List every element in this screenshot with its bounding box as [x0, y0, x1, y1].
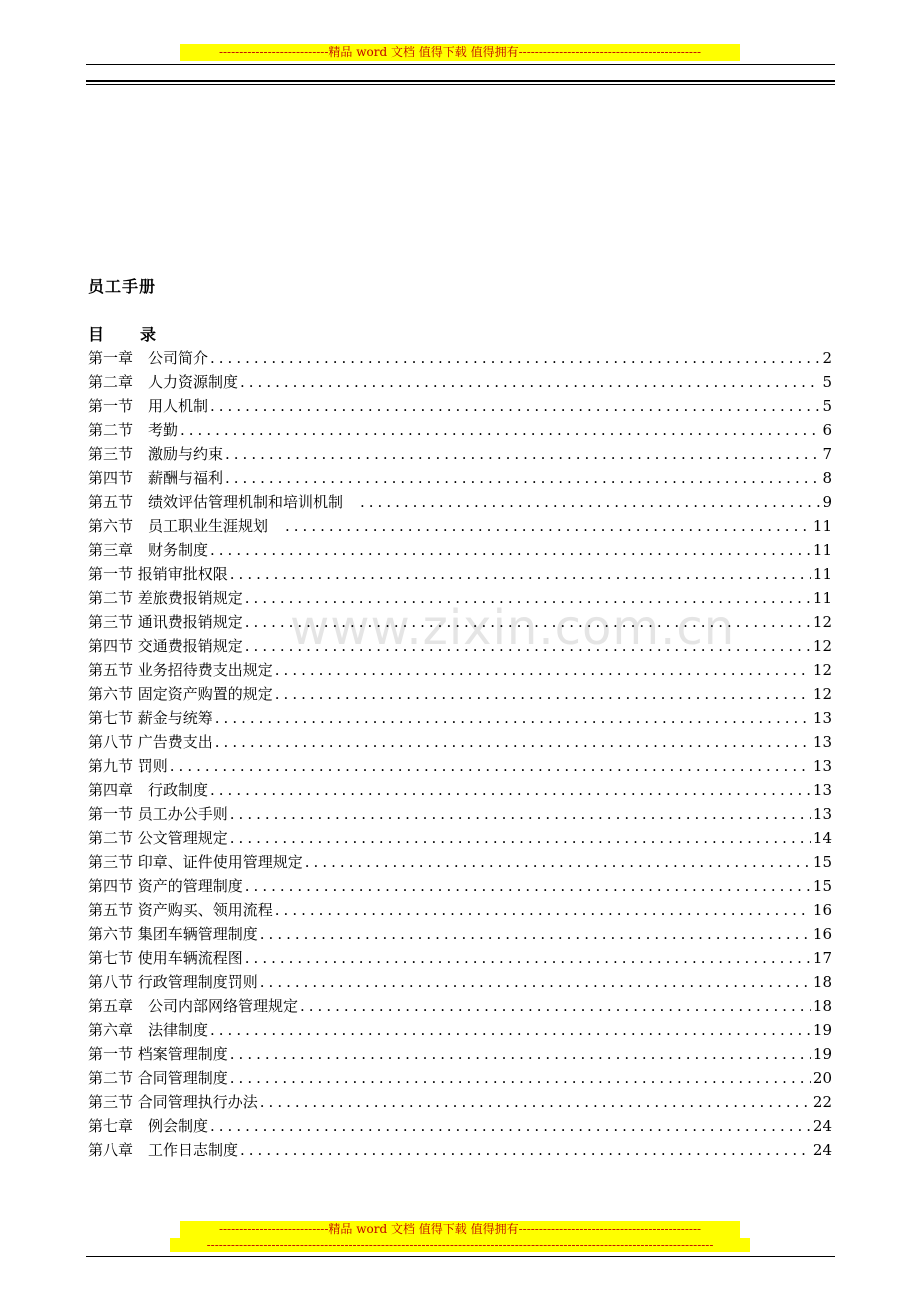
toc-entry-page: 13	[812, 805, 832, 823]
toc-heading-char-1: 目	[88, 325, 105, 344]
toc-entry[interactable]	[88, 754, 832, 778]
toc-entry-page: 5	[822, 397, 832, 415]
toc-entry[interactable]	[88, 418, 832, 442]
toc-entry[interactable]	[88, 490, 832, 514]
toc-entry[interactable]	[88, 658, 832, 682]
toc-leader-dots	[275, 898, 811, 922]
toc-leader-dots	[260, 922, 811, 946]
toc-entry-page: 16	[812, 925, 832, 943]
toc-entry[interactable]	[88, 922, 832, 946]
toc-leader-dots	[260, 970, 811, 994]
toc-entry-label: 第六节 员工职业生涯规划	[88, 517, 284, 535]
toc-entry-label: 第三节 通讯费报销规定	[88, 613, 243, 631]
toc-entry-page: 17	[812, 949, 832, 967]
toc-entry-page: 13	[812, 781, 832, 799]
header-rule	[86, 64, 835, 65]
toc-entry[interactable]	[88, 994, 832, 1018]
toc-entry-page: 2	[822, 349, 832, 367]
toc-entry-label: 第六节 集团车辆管理制度	[88, 925, 258, 943]
toc-entry-page: 16	[812, 901, 832, 919]
toc-entry-page: 9	[822, 493, 832, 511]
header-banner: ---------------------------精品 word 文档 值得下载 值得拥有---------------------------------------------	[180, 44, 740, 61]
toc-entry-page: 14	[812, 829, 832, 847]
toc-leader-dots	[210, 394, 820, 418]
toc-leader-dots	[230, 1066, 811, 1090]
table-of-contents	[88, 346, 832, 1162]
toc-entry-page: 12	[812, 661, 832, 679]
toc-entry-label: 第一节 员工办公手则	[88, 805, 228, 823]
toc-entry-page: 12	[812, 685, 832, 703]
toc-leader-dots	[180, 418, 820, 442]
toc-entry-page: 8	[822, 469, 832, 487]
toc-heading	[88, 322, 192, 345]
toc-leader-dots	[275, 682, 811, 706]
toc-leader-dots	[245, 874, 811, 898]
toc-entry-label: 第八节 行政管理制度罚则	[88, 973, 258, 991]
toc-leader-dots	[230, 1042, 811, 1066]
toc-leader-dots	[260, 1090, 811, 1114]
toc-entry-label: 第八节 广告费支出	[88, 733, 213, 751]
toc-entry-page: 18	[812, 973, 832, 991]
toc-entry-label: 第二节 合同管理制度	[88, 1069, 228, 1087]
toc-entry-label: 第二节 公文管理规定	[88, 829, 228, 847]
toc-entry[interactable]	[88, 850, 832, 874]
toc-leader-dots	[230, 562, 811, 586]
toc-entry-label: 第一节 档案管理制度	[88, 1045, 228, 1063]
toc-entry-label: 第二节 考勤	[88, 421, 179, 439]
toc-leader-dots	[240, 1138, 811, 1162]
toc-entry-page: 7	[822, 445, 832, 463]
toc-entry-page: 13	[812, 709, 832, 727]
toc-entry-label: 第四节 薪酬与福利	[88, 469, 224, 487]
toc-entry-page: 12	[812, 613, 832, 631]
toc-leader-dots	[230, 826, 811, 850]
toc-leader-dots	[225, 442, 820, 466]
footer-banner: ---------------------------精品 word 文档 值得下载 值得拥有---------------------------------------------	[180, 1221, 740, 1238]
toc-entry[interactable]	[88, 586, 832, 610]
toc-leader-dots	[230, 802, 811, 826]
toc-entry[interactable]	[88, 1138, 832, 1162]
toc-entry-label: 第二节 差旅费报销规定	[88, 589, 243, 607]
toc-entry-label: 第七节 使用车辆流程图	[88, 949, 243, 967]
toc-entry-page: 12	[812, 637, 832, 655]
toc-entry-page: 18	[812, 997, 832, 1015]
toc-entry[interactable]	[88, 562, 832, 586]
toc-entry[interactable]	[88, 442, 832, 466]
toc-entry-page: 11	[812, 565, 832, 583]
toc-leader-dots	[285, 514, 811, 538]
toc-entry-page: 6	[822, 421, 832, 439]
document-title: 员工手册	[88, 277, 157, 296]
toc-entry[interactable]	[88, 826, 832, 850]
toc-entry[interactable]	[88, 898, 832, 922]
toc-entry-label: 第五节 绩效评估管理机制和培训机制	[88, 493, 359, 511]
toc-entry[interactable]	[88, 394, 832, 418]
toc-entry-label: 第一节 用人机制	[88, 397, 209, 415]
toc-leader-dots	[245, 946, 811, 970]
toc-entry-label: 第三节 印章、证件使用管理规定	[88, 853, 303, 871]
header-rule-thin	[86, 84, 835, 85]
toc-entry-page: 15	[812, 877, 832, 895]
toc-entry-page: 24	[812, 1117, 832, 1135]
footer-rule	[86, 1256, 835, 1257]
header-rule-thick	[86, 80, 835, 82]
toc-leader-dots	[210, 538, 811, 562]
toc-entry[interactable]	[88, 1042, 832, 1066]
toc-leader-dots	[240, 370, 820, 394]
toc-leader-dots	[300, 994, 811, 1018]
toc-entry[interactable]	[88, 1090, 832, 1114]
toc-entry[interactable]	[88, 1114, 832, 1138]
toc-entry-label: 第七节 薪金与统筹	[88, 709, 213, 727]
toc-entry[interactable]	[88, 874, 832, 898]
toc-leader-dots	[245, 586, 811, 610]
toc-entry[interactable]	[88, 538, 832, 562]
toc-leader-dots	[275, 658, 811, 682]
toc-entry-label: 第一节 报销审批权限	[88, 565, 228, 583]
toc-entry-label: 第八章 工作日志制度	[88, 1141, 239, 1159]
toc-entry-label: 第四章 行政制度	[88, 781, 209, 799]
toc-entry[interactable]	[88, 370, 832, 394]
toc-leader-dots	[210, 1114, 811, 1138]
toc-entry-label: 第七章 例会制度	[88, 1117, 209, 1135]
toc-entry-label: 第三节 合同管理执行办法	[88, 1093, 258, 1111]
toc-leader-dots	[245, 610, 811, 634]
toc-entry-page: 13	[812, 757, 832, 775]
watermark: www.zixin.com.cn	[290, 600, 736, 656]
toc-entry[interactable]	[88, 778, 832, 802]
toc-entry-label: 第四节 交通费报销规定	[88, 637, 243, 655]
toc-entry-page: 24	[812, 1141, 832, 1159]
toc-entry-label: 第一章 公司简介	[88, 349, 209, 367]
toc-leader-dots	[210, 778, 811, 802]
toc-entry-page: 15	[812, 853, 832, 871]
toc-entry-label: 第五节 资产购买、领用流程	[88, 901, 273, 919]
toc-leader-dots	[170, 754, 811, 778]
toc-entry-page: 11	[812, 589, 832, 607]
toc-leader-dots	[210, 1018, 811, 1042]
toc-entry-label: 第九节 罚则	[88, 757, 168, 775]
toc-entry-label: 第四节 资产的管理制度	[88, 877, 243, 895]
toc-entry-page: 11	[812, 517, 832, 535]
toc-entry-page: 13	[812, 733, 832, 751]
toc-leader-dots	[305, 850, 811, 874]
toc-entry-page: 5	[822, 373, 832, 391]
toc-heading-char-2: 录	[140, 325, 157, 344]
toc-entry-page: 19	[812, 1021, 832, 1039]
toc-entry-label: 第三节 激励与约束	[88, 445, 224, 463]
toc-entry[interactable]	[88, 802, 832, 826]
toc-entry-page: 22	[812, 1093, 832, 1111]
toc-entry[interactable]	[88, 634, 832, 658]
toc-entry-label: 第三章 财务制度	[88, 541, 209, 559]
toc-entry[interactable]	[88, 466, 832, 490]
toc-entry[interactable]	[88, 514, 832, 538]
toc-entry[interactable]	[88, 1018, 832, 1042]
toc-entry[interactable]	[88, 706, 832, 730]
toc-entry[interactable]	[88, 946, 832, 970]
toc-entry[interactable]	[88, 1066, 832, 1090]
toc-entry[interactable]	[88, 346, 832, 370]
toc-entry-page: 11	[812, 541, 832, 559]
toc-leader-dots	[215, 706, 811, 730]
toc-entry-label: 第二章 人力资源制度	[88, 373, 239, 391]
toc-entry-label: 第五节 业务招待费支出规定	[88, 661, 273, 679]
toc-leader-dots	[225, 466, 820, 490]
toc-leader-dots	[215, 730, 811, 754]
toc-entry-label: 第六章 法律制度	[88, 1021, 209, 1039]
toc-entry-page: 19	[812, 1045, 832, 1063]
toc-entry[interactable]	[88, 730, 832, 754]
toc-entry[interactable]	[88, 970, 832, 994]
toc-entry[interactable]	[88, 682, 832, 706]
toc-entry-label: 第五章 公司内部网络管理规定	[88, 997, 299, 1015]
toc-leader-dots	[360, 490, 820, 514]
toc-entry-label: 第六节 固定资产购置的规定	[88, 685, 273, 703]
toc-entry[interactable]	[88, 610, 832, 634]
footer-banner-dashes: -----------------------------------------------------------------------------------------------------------------------------	[170, 1238, 750, 1252]
toc-leader-dots	[245, 634, 811, 658]
toc-leader-dots	[210, 346, 820, 370]
toc-entry-page: 20	[812, 1069, 832, 1087]
